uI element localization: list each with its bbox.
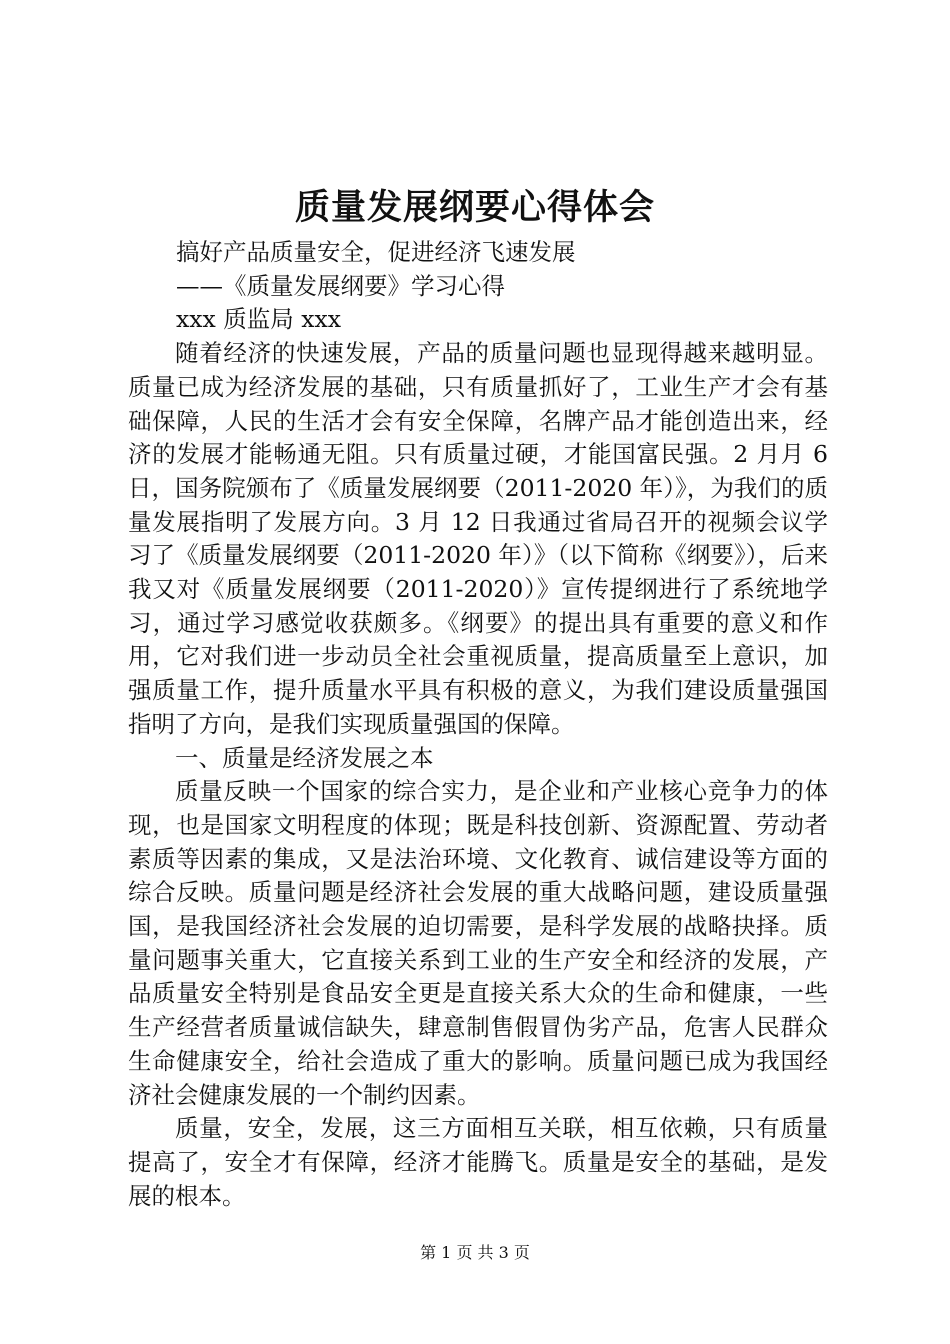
section-heading-1: 一、质量是经济发展之本 — [175, 743, 434, 772]
subtitle-line-1: 搞好产品质量安全，促进经济飞速发展 — [176, 238, 576, 266]
paragraph-conclusion: 质量，安全，发展，这三方面相互关联，相互依赖，只有质量提高了，安全才有保障，经济才能腾飞。质量是安全的基础，是发展的根本。 — [128, 1114, 828, 1210]
page-footer: 第 1 页 共 3 页 — [420, 1243, 530, 1262]
paragraph-section-1: 质量反映一个国家的综合实力，是企业和产业核心竞争力的体现，也是国家文明程度的体现；既是科技创新、资源配置、劳动者素质等因素的集成，又是法治环境、文化教育、诚信建设等方面的综合反映。质量问题是经济社会发展的重大战略问题，建设质量强国，是我国经济社会发展的迫切需要，是科学发展的战略抉择。质量问题事关重大，它直接关系到工业的生产安全和经济的发展，产品质量安全特别是食品安全更是直接关系大众的生命和健康，一些生产经营者质量诚信缺失，肆意制售假冒伪劣产品，危害人民群众生命健康安全，给社会造成了重大的影响。质量问题已成为我国经济社会健康发展的一个制约因素。 — [128, 777, 828, 1109]
document-body — [128, 236, 828, 1213]
paragraph-intro: 随着经济的快速发展，产品的质量问题也显现得越来越明显。质量已成为经济发展的基础，只有质量抓好了，工业生产才会有基础保障，人民的生活才会有安全保障，名牌产品才能创造出来，经济的发展才能畅通无阻。只有质量过硬，才能国富民强。2 月月 6 日，国务院颁布了《质量发展纲要（2011-2020 年）》，为我们的质量发展指明了发展方向。3 月 12 日我通过省局召开的视频会议学习了《质量发展纲要（2011-2020 年）》（以下简称《纲要》），后来我又对《质量发展纲要（2011-2020）》宣传提纲进行了系统地学习，通过学习感觉收获颇多。《纲要》的提出具有重要的意义和作用，它对我们进一步动员全社会重视质量，提高质量至上意识，加强质量工作，提升质量水平具有积极的意义，为我们建设质量强国指明了方向，是我们实现质量强国的保障。 — [128, 339, 828, 738]
document-title: 质量发展纲要心得体会 — [294, 187, 655, 228]
author-line: xxx 质监局 xxx — [176, 305, 341, 334]
subtitle-line-2: ——《质量发展纲要》学习心得 — [176, 271, 505, 300]
